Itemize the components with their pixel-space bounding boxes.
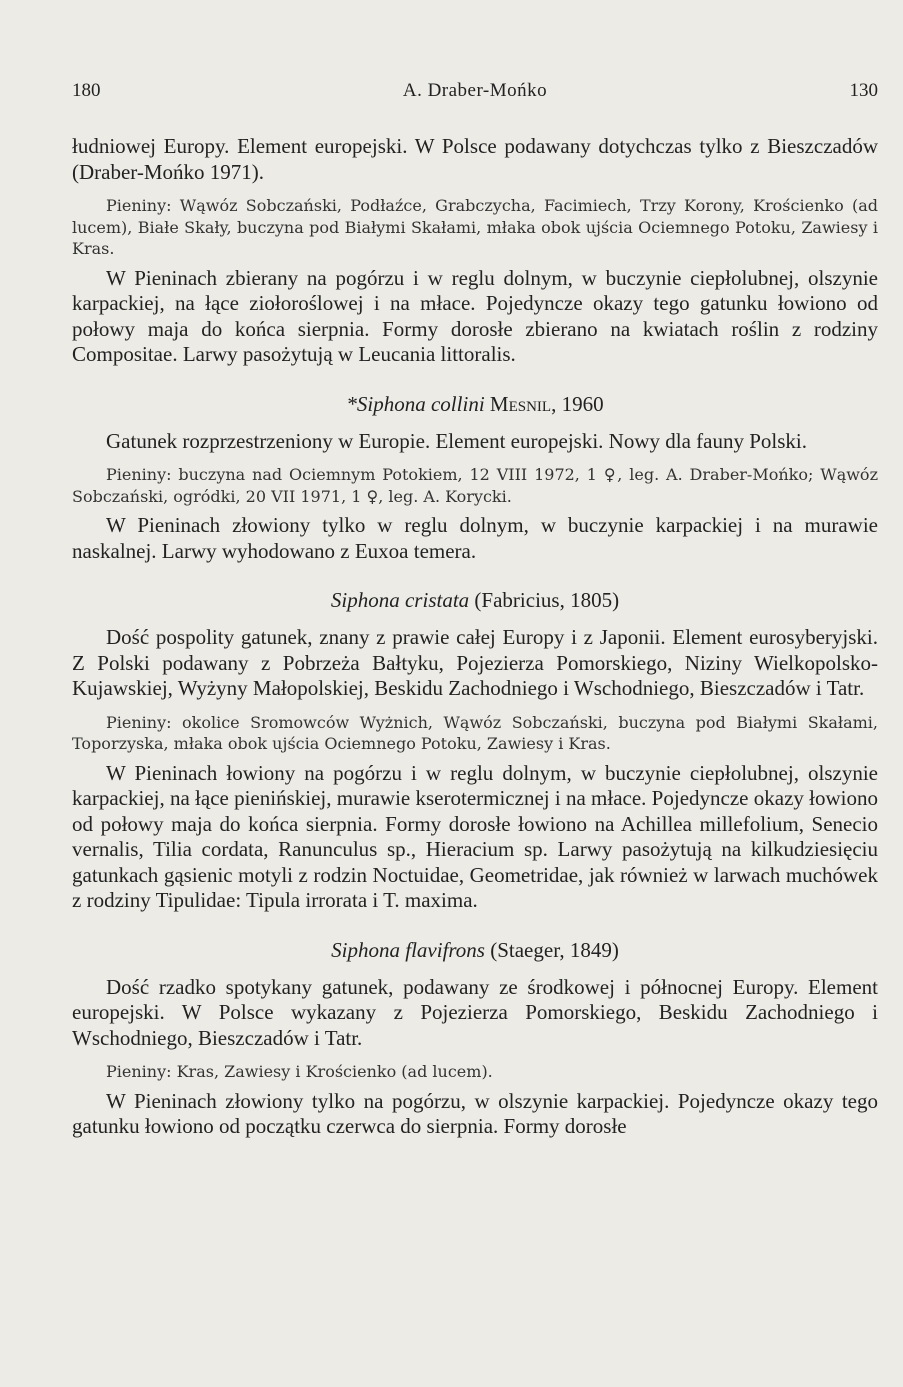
paragraph-6: W Pieninach łowiony na pogórzu i w reglu dolnym, w buczynie ciepłolubnej, olszynie karpackiej, na łące pienińskiej, murawie kserotermicznej i na młace. Pojedyncze okazy łowiono od połowy maja do końca sierpnia. Formy dorosłe łowiono na Achillea millefolium, Senecio vernalis, Tilia cordata, Ranunculus sp., Hieracium sp. Larwy pasożytują na kilkudziesięciu gatunkach gąsienic motyli z rodzin Noctuidae, Geometridae, jak również w larwach muchówek z rodziny Tipulidae: Tipula irrorata i T. maxima.	[72, 760, 878, 912]
locality-list-3: Pieniny: okolice Sromowców Wyżnich, Wąwóz Sobczański, buczyna pod Białymi Skałami, Toporzyska, młaka obok ujścia Ociemnego Potoku, Zawiesy i Kras.	[72, 712, 878, 753]
species-heading-2	[72, 588, 878, 613]
species-author-3: (Staeger, 1849)	[490, 937, 619, 962]
page-content	[72, 134, 878, 1140]
locality-list-1: Pieniny: Wąwóz Sobczański, Podłaźce, Grabczycha, Facimiech, Trzy Korony, Krościenko (ad lucem), Białe Skały, buczyna pod Białymi Skałami, młaka obok ujścia Ociemnego Potoku, Zawiesy i Kras.	[72, 196, 878, 258]
species-name-3: Siphona flavifrons	[331, 937, 485, 962]
running-header	[72, 80, 878, 106]
paragraph-1: łudniowej Europy. Element europejski. W Polsce podawany dotychczas tylko z Bieszczadów (Draber-Mońko 1971).	[72, 134, 878, 184]
paragraph-5: Dość pospolity gatunek, znany z prawie całej Europy i z Japonii. Element eurosyberyjski. Z Polski podawany z Pobrzeża Bałtyku, Pojezierza Pomorskiego, Niziny Wielkopolsko-Kujawskiej, Wyżyny Małopolskiej, Beskidu Zachodniego i Wschodniego, Bieszczadów i Tatr.	[72, 625, 878, 700]
locality-list-4: Pieniny: Kras, Zawiesy i Krościenko (ad lucem).	[106, 1062, 493, 1081]
locality-list-2: Pieniny: buczyna nad Ociemnym Potokiem, 12 VIII 1972, 1 ♀, leg. A. Draber-Mońko; Wąwóz Sobczański, ogródki, 20 VII 1971, 1 ♀, leg. A. Korycki.	[72, 465, 878, 506]
species-name-1: *Siphona collini	[346, 391, 485, 416]
paragraph-2: W Pieninach zbierany na pogórzu i w reglu dolnym, w buczynie ciepłolubnej, olszynie karpackiej, na łące ziołoroślowej i na młace. Pojedyncze okazy tego gatunku łowiono od połowy maja do końca sierpnia. Formy dorosłe zbierano na kwiatach roślin z rodziny Compositae. Larwy pasożytują w Leucania littoralis.	[72, 265, 878, 366]
species-name-2: Siphona cristata	[330, 588, 470, 612]
paragraph-4: W Pieninach złowiony tylko w reglu dolnym, w buczynie karpackiej i na murawie naskalnej. Larwy wyhodowano z Euxoa temera.	[72, 513, 878, 563]
page-number-right: 130	[849, 80, 878, 101]
author-name: A. Draber-Mońko	[402, 80, 548, 101]
paragraph-7: Dość rzadko spotykany gatunek, podawany ze środkowej i północnej Europy. Element europejski. W Polsce wykazany z Pojezierza Pomorskiego, Beskidu Zachodniego i Wschodniego, Bieszczadów i Tatr.	[72, 974, 878, 1050]
species-heading-3	[72, 938, 878, 963]
species-heading-1	[72, 392, 878, 417]
species-author-1: Mesnil, 1960	[489, 391, 604, 416]
paragraph-3: Gatunek rozprzestrzeniony w Europie. Element europejski. Nowy dla fauny Polski.	[106, 428, 807, 453]
page-number-left: 180	[72, 80, 101, 101]
paragraph-8: W Pieninach złowiony tylko na pogórzu, w olszynie karpackiej. Pojedyncze okazy tego gatunku łowiono od początku czerwca do sierpnia. Formy dorosłe	[72, 1088, 878, 1138]
species-author-2: (Fabricius, 1805)	[474, 588, 620, 612]
